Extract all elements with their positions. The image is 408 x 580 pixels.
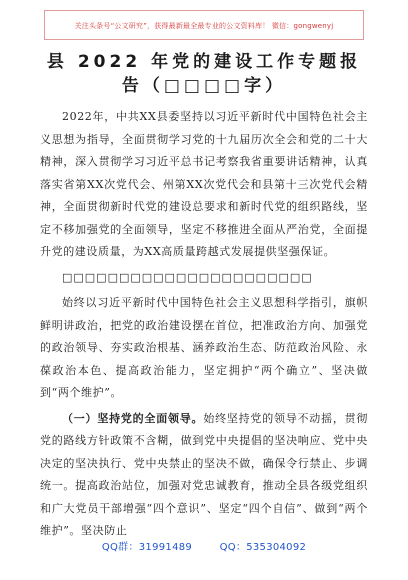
section-heading: □□□□□□□□□□□□□□□□□□□□□□ [62, 270, 313, 284]
promo-banner-text: 关注头条号“公文研究”，获得最新最全最专业的公文资料库！ 微信：gongwenyj [74, 22, 334, 30]
document-title: 县 2022 年党的建设工作专题报告（□□□□字） [46, 52, 362, 96]
subsection-heading: （一）坚持党的全面领导。 [62, 411, 204, 425]
subsection-text: 始终坚持党的领导不动摇，贯彻党的路线方针政策不含糊，做到党中央提倡的坚决响应、党中央决定的坚决执行、党中央禁止的坚决不做，确保令行禁止、步调统一。提高政治站位，加强对党忠诚教育，推动全县各级党组织和广大党员干部增强“四个意识”、坚定“四个自信”、做到“两个维护”。坚决防止 [40, 411, 368, 537]
promo-banner [44, 10, 364, 40]
qq-group: QQ群：31991489 [101, 542, 193, 553]
document-body [40, 106, 368, 546]
section-paragraph: 始终以习近平新时代中国特色社会主义思想科学指引，旗帜鲜明讲政治，把党的政治建设摆在首位，把准政治方向、加强党的政治领导、夯实政治根基、涵养政治生态、防范政治风险、永葆政治本色、提高政治能力，坚定拥护“两个确立”、坚决做到“两个维护”。 [40, 296, 368, 399]
intro-paragraph: 2022年，中共XX县委坚持以习近平新时代中国特色社会主义思想为指导，全面贯彻学习党的十九届历次全会和党的二十大精神，深入贯彻学习习近平总书记考察我省重要讲话精神，认真落实省第XX次党代会、州第XX次党代会和县第十三次党代会精神，全面贯彻新时代党的建设总要求和新时代党的组织路线，坚定不移加强党的全面领导，坚定不移推进全面从严治党，全面提升党的建设质量，为XX高质量跨越式发展提供坚强保证。 [40, 110, 368, 258]
contact-footer [0, 538, 408, 553]
qq-number: QQ：535304092 [219, 542, 307, 553]
subsection-paragraph [40, 408, 368, 543]
